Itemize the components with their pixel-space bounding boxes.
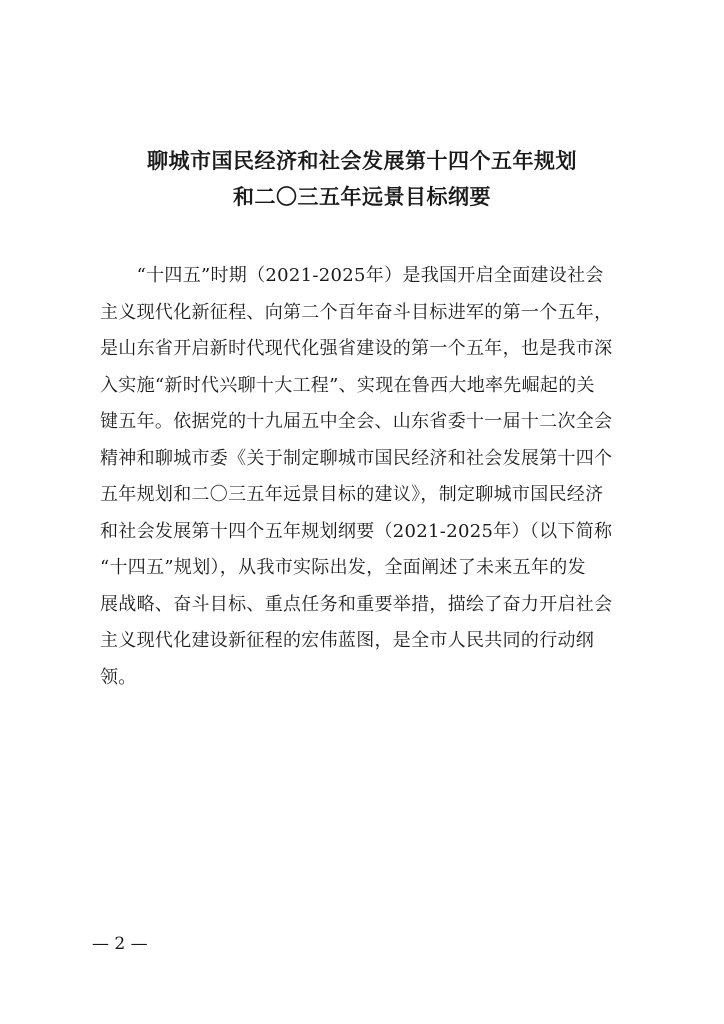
- paragraph-line: 是山东省开启新时代现代化强省建设的第一个五年，也是我市深: [100, 338, 613, 359]
- body-paragraph: [100, 258, 660, 696]
- document-title-line-1: 聊城市国民经济和社会发展第十四个五年规划: [147, 149, 577, 173]
- page-number: — 2 —: [92, 934, 148, 954]
- paragraph-line: “十四五”规划），从我市实际出发，全面阐述了未来五年的发: [100, 557, 586, 578]
- paragraph-line: 主义现代化建设新征程的宏伟蓝图，是全市人民共同的行动纲: [100, 630, 595, 651]
- paragraph-line: 精神和聊城市委《关于制定聊城市国民经济和社会发展第十四个: [100, 447, 613, 469]
- paragraph-line: 入实施“新时代兴聊十大工程”、实现在鲁西大地率先崛起的关: [100, 374, 595, 396]
- paragraph-line: 领。: [100, 666, 137, 688]
- paragraph-line: “十四五”时期（2021-2025年）是我国开启全面建设社会: [100, 265, 604, 286]
- paragraph-line: 键五年。依据党的十九届五中全会、山东省委十一届十二次全会: [100, 411, 613, 432]
- paragraph-line: 展战略、奋斗目标、重点任务和重要举措，描绘了奋力开启社会: [100, 593, 613, 615]
- paragraph-line: 和社会发展第十四个五年规划纲要（2021-2025年）（以下简称: [100, 520, 613, 542]
- document-title-line-2: 和二〇三五年远景目标纲要: [233, 185, 491, 209]
- paragraph-line: 主义现代化新征程、向第二个百年奋斗目标进军的第一个五年，: [100, 301, 613, 323]
- paragraph-line: 五年规划和二〇三五年远景目标的建议》，制定聊城市国民经济: [100, 484, 604, 505]
